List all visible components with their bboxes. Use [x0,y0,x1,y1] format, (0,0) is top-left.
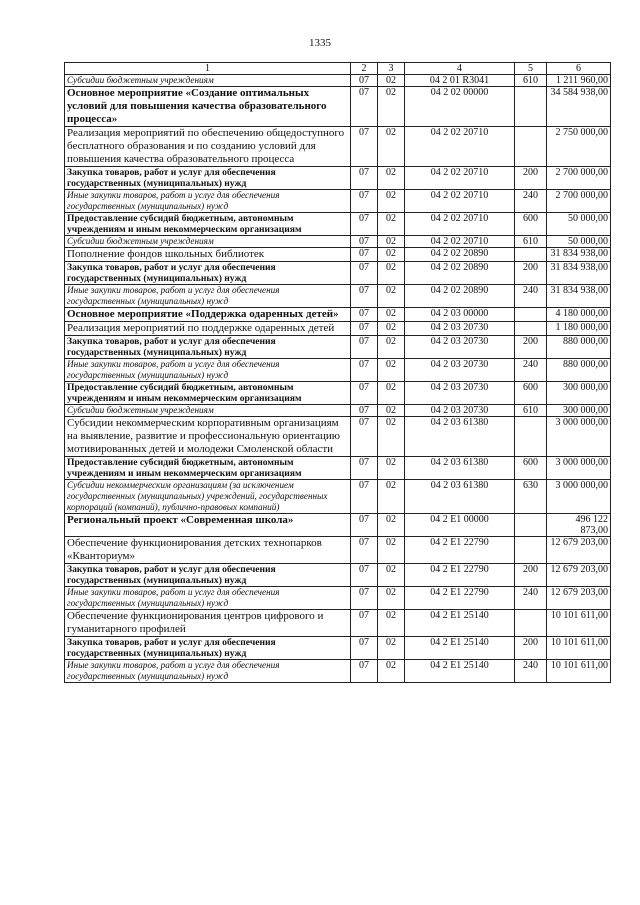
row-subsection-cell: 02 [378,405,405,417]
row-section-cell: 07 [351,308,378,322]
row-subsection-cell: 02 [378,167,405,190]
row-expense-type-cell [515,610,547,637]
row-target-article-cell: 04 2 02 20890 [405,285,515,308]
row-section-cell: 07 [351,87,378,127]
row-section-cell: 07 [351,587,378,610]
row-section-cell: 07 [351,262,378,285]
row-section-cell: 07 [351,660,378,683]
row-section-cell: 07 [351,359,378,382]
row-amount-cell: 34 584 938,00 [547,87,611,127]
row-section-cell: 07 [351,248,378,262]
row-section-cell: 07 [351,610,378,637]
row-target-article-cell: 04 2 02 20710 [405,213,515,236]
row-amount-cell: 10 101 611,00 [547,637,611,660]
row-target-article-cell: 04 2 02 20710 [405,236,515,248]
row-name-cell: Предоставление субсидий бюджетным, автономным учреждениям и иным некоммерческим организациям [65,457,351,480]
row-expense-type-cell [515,417,547,457]
row-section-cell: 07 [351,514,378,537]
row-section-cell: 07 [351,382,378,405]
row-expense-type-cell: 610 [515,75,547,87]
row-target-article-cell: 04 2 02 00000 [405,87,515,127]
row-target-article-cell: 04 2 03 20730 [405,359,515,382]
row-section-cell: 07 [351,637,378,660]
row-target-article-cell: 04 2 E1 22790 [405,564,515,587]
row-target-article-cell: 04 2 02 20890 [405,262,515,285]
column-header-2: 2 [351,63,378,75]
row-amount-cell: 31 834 938,00 [547,262,611,285]
table-row [65,213,611,236]
table-row [65,564,611,587]
row-amount-cell: 31 834 938,00 [547,248,611,262]
row-expense-type-cell: 630 [515,480,547,514]
row-subsection-cell: 02 [378,359,405,382]
row-target-article-cell: 04 2 E1 22790 [405,587,515,610]
row-target-article-cell: 04 2 E1 00000 [405,514,515,537]
row-subsection-cell: 02 [378,587,405,610]
row-target-article-cell: 04 2 03 20730 [405,405,515,417]
row-name-cell: Иные закупки товаров, работ и услуг для обеспечения государственных (муниципальных) нужд [65,190,351,213]
row-target-article-cell: 04 2 01 R3041 [405,75,515,87]
table-row [65,75,611,87]
row-name-cell: Иные закупки товаров, работ и услуг для обеспечения государственных (муниципальных) нужд [65,359,351,382]
row-subsection-cell: 02 [378,417,405,457]
column-header-1: 1 [65,63,351,75]
row-expense-type-cell [515,87,547,127]
row-target-article-cell: 04 2 02 20710 [405,167,515,190]
row-expense-type-cell [515,248,547,262]
page-number: 1335 [309,37,331,49]
row-amount-cell: 12 679 203,00 [547,564,611,587]
table-row [65,537,611,564]
row-section-cell: 07 [351,127,378,167]
row-name-cell: Предоставление субсидий бюджетным, автономным учреждениям и иным некоммерческим организациям [65,382,351,405]
row-amount-cell: 12 679 203,00 [547,537,611,564]
column-header-3: 3 [378,63,405,75]
row-name-cell: Иные закупки товаров, работ и услуг для обеспечения государственных (муниципальных) нужд [65,660,351,683]
row-amount-cell: 2 700 000,00 [547,190,611,213]
row-subsection-cell: 02 [378,382,405,405]
row-expense-type-cell [515,308,547,322]
row-name-cell: Закупка товаров, работ и услуг для обеспечения государственных (муниципальных) нужд [65,262,351,285]
row-target-article-cell: 04 2 E1 25140 [405,660,515,683]
row-name-cell: Закупка товаров, работ и услуг для обеспечения государственных (муниципальных) нужд [65,336,351,359]
row-amount-cell: 300 000,00 [547,405,611,417]
row-amount-cell: 10 101 611,00 [547,660,611,683]
row-subsection-cell: 02 [378,87,405,127]
row-name-cell: Закупка товаров, работ и услуг для обеспечения государственных (муниципальных) нужд [65,637,351,660]
row-expense-type-cell: 200 [515,564,547,587]
budget-table [64,62,611,683]
row-amount-cell: 880 000,00 [547,336,611,359]
table-row [65,262,611,285]
row-expense-type-cell [515,322,547,336]
table-row [65,308,611,322]
row-name-cell: Субсидии бюджетным учреждениям [65,405,351,417]
row-section-cell: 07 [351,190,378,213]
table-row [65,322,611,336]
row-subsection-cell: 02 [378,336,405,359]
column-header-5: 5 [515,63,547,75]
row-amount-cell: 50 000,00 [547,236,611,248]
row-name-cell: Иные закупки товаров, работ и услуг для обеспечения государственных (муниципальных) нужд [65,587,351,610]
row-target-article-cell: 04 2 02 20710 [405,190,515,213]
row-expense-type-cell: 200 [515,637,547,660]
row-name-cell: Обеспечение функционирования центров цифрового и гуманитарного профилей [65,610,351,637]
table-row [65,480,611,514]
row-expense-type-cell: 200 [515,336,547,359]
table-row [65,285,611,308]
row-name-cell: Основное мероприятие «Создание оптимальных условий для повышения качества образовательного процесса» [65,87,351,127]
row-subsection-cell: 02 [378,262,405,285]
row-amount-cell: 496 122 873,00 [547,514,611,537]
row-amount-cell: 3 000 000,00 [547,480,611,514]
row-subsection-cell: 02 [378,308,405,322]
row-section-cell: 07 [351,417,378,457]
row-target-article-cell: 04 2 03 61380 [405,480,515,514]
row-amount-cell: 1 211 960,00 [547,75,611,87]
row-target-article-cell: 04 2 03 61380 [405,417,515,457]
row-expense-type-cell: 240 [515,359,547,382]
row-section-cell: 07 [351,285,378,308]
row-subsection-cell: 02 [378,236,405,248]
row-name-cell: Субсидии некоммерческим организациям (за исключением государственных (муниципальных) учреждений, государственных корпораций (компаний), публично-правовых компаний) [65,480,351,514]
row-expense-type-cell: 600 [515,457,547,480]
row-amount-cell: 2 700 000,00 [547,167,611,190]
row-expense-type-cell: 200 [515,262,547,285]
row-subsection-cell: 02 [378,514,405,537]
row-section-cell: 07 [351,405,378,417]
row-name-cell: Субсидии бюджетным учреждениям [65,75,351,87]
row-amount-cell: 31 834 938,00 [547,285,611,308]
row-amount-cell: 1 180 000,00 [547,322,611,336]
row-target-article-cell: 04 2 03 61380 [405,457,515,480]
row-expense-type-cell [515,537,547,564]
row-subsection-cell: 02 [378,537,405,564]
row-subsection-cell: 02 [378,480,405,514]
row-expense-type-cell: 240 [515,587,547,610]
row-amount-cell: 3 000 000,00 [547,457,611,480]
row-name-cell: Закупка товаров, работ и услуг для обеспечения государственных (муниципальных) нужд [65,564,351,587]
row-amount-cell: 300 000,00 [547,382,611,405]
table-row [65,167,611,190]
row-expense-type-cell: 600 [515,382,547,405]
row-section-cell: 07 [351,564,378,587]
row-target-article-cell: 04 2 E1 25140 [405,610,515,637]
row-amount-cell: 3 000 000,00 [547,417,611,457]
row-expense-type-cell: 240 [515,190,547,213]
row-section-cell: 07 [351,213,378,236]
row-subsection-cell: 02 [378,75,405,87]
row-amount-cell: 10 101 611,00 [547,610,611,637]
table-row [65,417,611,457]
row-name-cell: Иные закупки товаров, работ и услуг для обеспечения государственных (муниципальных) нужд [65,285,351,308]
row-expense-type-cell [515,127,547,167]
row-subsection-cell: 02 [378,285,405,308]
row-subsection-cell: 02 [378,564,405,587]
row-amount-cell: 2 750 000,00 [547,127,611,167]
table-row [65,359,611,382]
row-section-cell: 07 [351,322,378,336]
row-target-article-cell: 04 2 02 20890 [405,248,515,262]
row-name-cell: Субсидии некоммерческим корпоративным организациям на выявление, развитие и профессиональную ориентацию мотивированных детей и молодежи Смоленской области [65,417,351,457]
row-expense-type-cell: 200 [515,167,547,190]
row-target-article-cell: 04 2 E1 22790 [405,537,515,564]
row-name-cell: Реализация мероприятий по обеспечению общедоступного бесплатного образования и по созданию условий для повышения качества образовательного процесса [65,127,351,167]
row-subsection-cell: 02 [378,127,405,167]
table-row [65,405,611,417]
row-name-cell: Субсидии бюджетным учреждениям [65,236,351,248]
row-target-article-cell: 04 2 03 00000 [405,308,515,322]
row-amount-cell: 4 180 000,00 [547,308,611,322]
row-subsection-cell: 02 [378,637,405,660]
column-header-4: 4 [405,63,515,75]
row-name-cell: Обеспечение функционирования детских технопарков «Кванториум» [65,537,351,564]
row-subsection-cell: 02 [378,248,405,262]
row-section-cell: 07 [351,480,378,514]
row-target-article-cell: 04 2 03 20730 [405,336,515,359]
table-row [65,127,611,167]
row-target-article-cell: 04 2 03 20730 [405,322,515,336]
table-row [65,514,611,537]
row-section-cell: 07 [351,336,378,359]
row-section-cell: 07 [351,457,378,480]
column-header-6: 6 [547,63,611,75]
row-name-cell: Пополнение фондов школьных библиотек [65,248,351,262]
table-row [65,87,611,127]
table-row [65,610,611,637]
row-section-cell: 07 [351,167,378,190]
table-row [65,457,611,480]
table-header-row [65,63,611,75]
row-expense-type-cell [515,514,547,537]
row-subsection-cell: 02 [378,610,405,637]
row-target-article-cell: 04 2 03 20730 [405,382,515,405]
row-amount-cell: 50 000,00 [547,213,611,236]
row-name-cell: Основное мероприятие «Поддержка одаренных детей» [65,308,351,322]
row-amount-cell: 880 000,00 [547,359,611,382]
row-name-cell: Региональный проект «Современная школа» [65,514,351,537]
row-expense-type-cell: 610 [515,236,547,248]
row-subsection-cell: 02 [378,660,405,683]
row-expense-type-cell: 240 [515,660,547,683]
row-section-cell: 07 [351,236,378,248]
row-name-cell: Закупка товаров, работ и услуг для обеспечения государственных (муниципальных) нужд [65,167,351,190]
row-target-article-cell: 04 2 02 20710 [405,127,515,167]
row-name-cell: Предоставление субсидий бюджетным, автономным учреждениям и иным некоммерческим организациям [65,213,351,236]
table-row [65,336,611,359]
table-row [65,587,611,610]
row-section-cell: 07 [351,75,378,87]
row-name-cell: Реализация мероприятий по поддержке одаренных детей [65,322,351,336]
row-subsection-cell: 02 [378,457,405,480]
row-subsection-cell: 02 [378,213,405,236]
row-subsection-cell: 02 [378,322,405,336]
table-row [65,660,611,683]
row-section-cell: 07 [351,537,378,564]
table-row [65,637,611,660]
table-row [65,248,611,262]
row-expense-type-cell: 600 [515,213,547,236]
table-row [65,236,611,248]
row-amount-cell: 12 679 203,00 [547,587,611,610]
row-expense-type-cell: 610 [515,405,547,417]
row-expense-type-cell: 240 [515,285,547,308]
table-row [65,382,611,405]
row-subsection-cell: 02 [378,190,405,213]
row-target-article-cell: 04 2 E1 25140 [405,637,515,660]
table-row [65,190,611,213]
